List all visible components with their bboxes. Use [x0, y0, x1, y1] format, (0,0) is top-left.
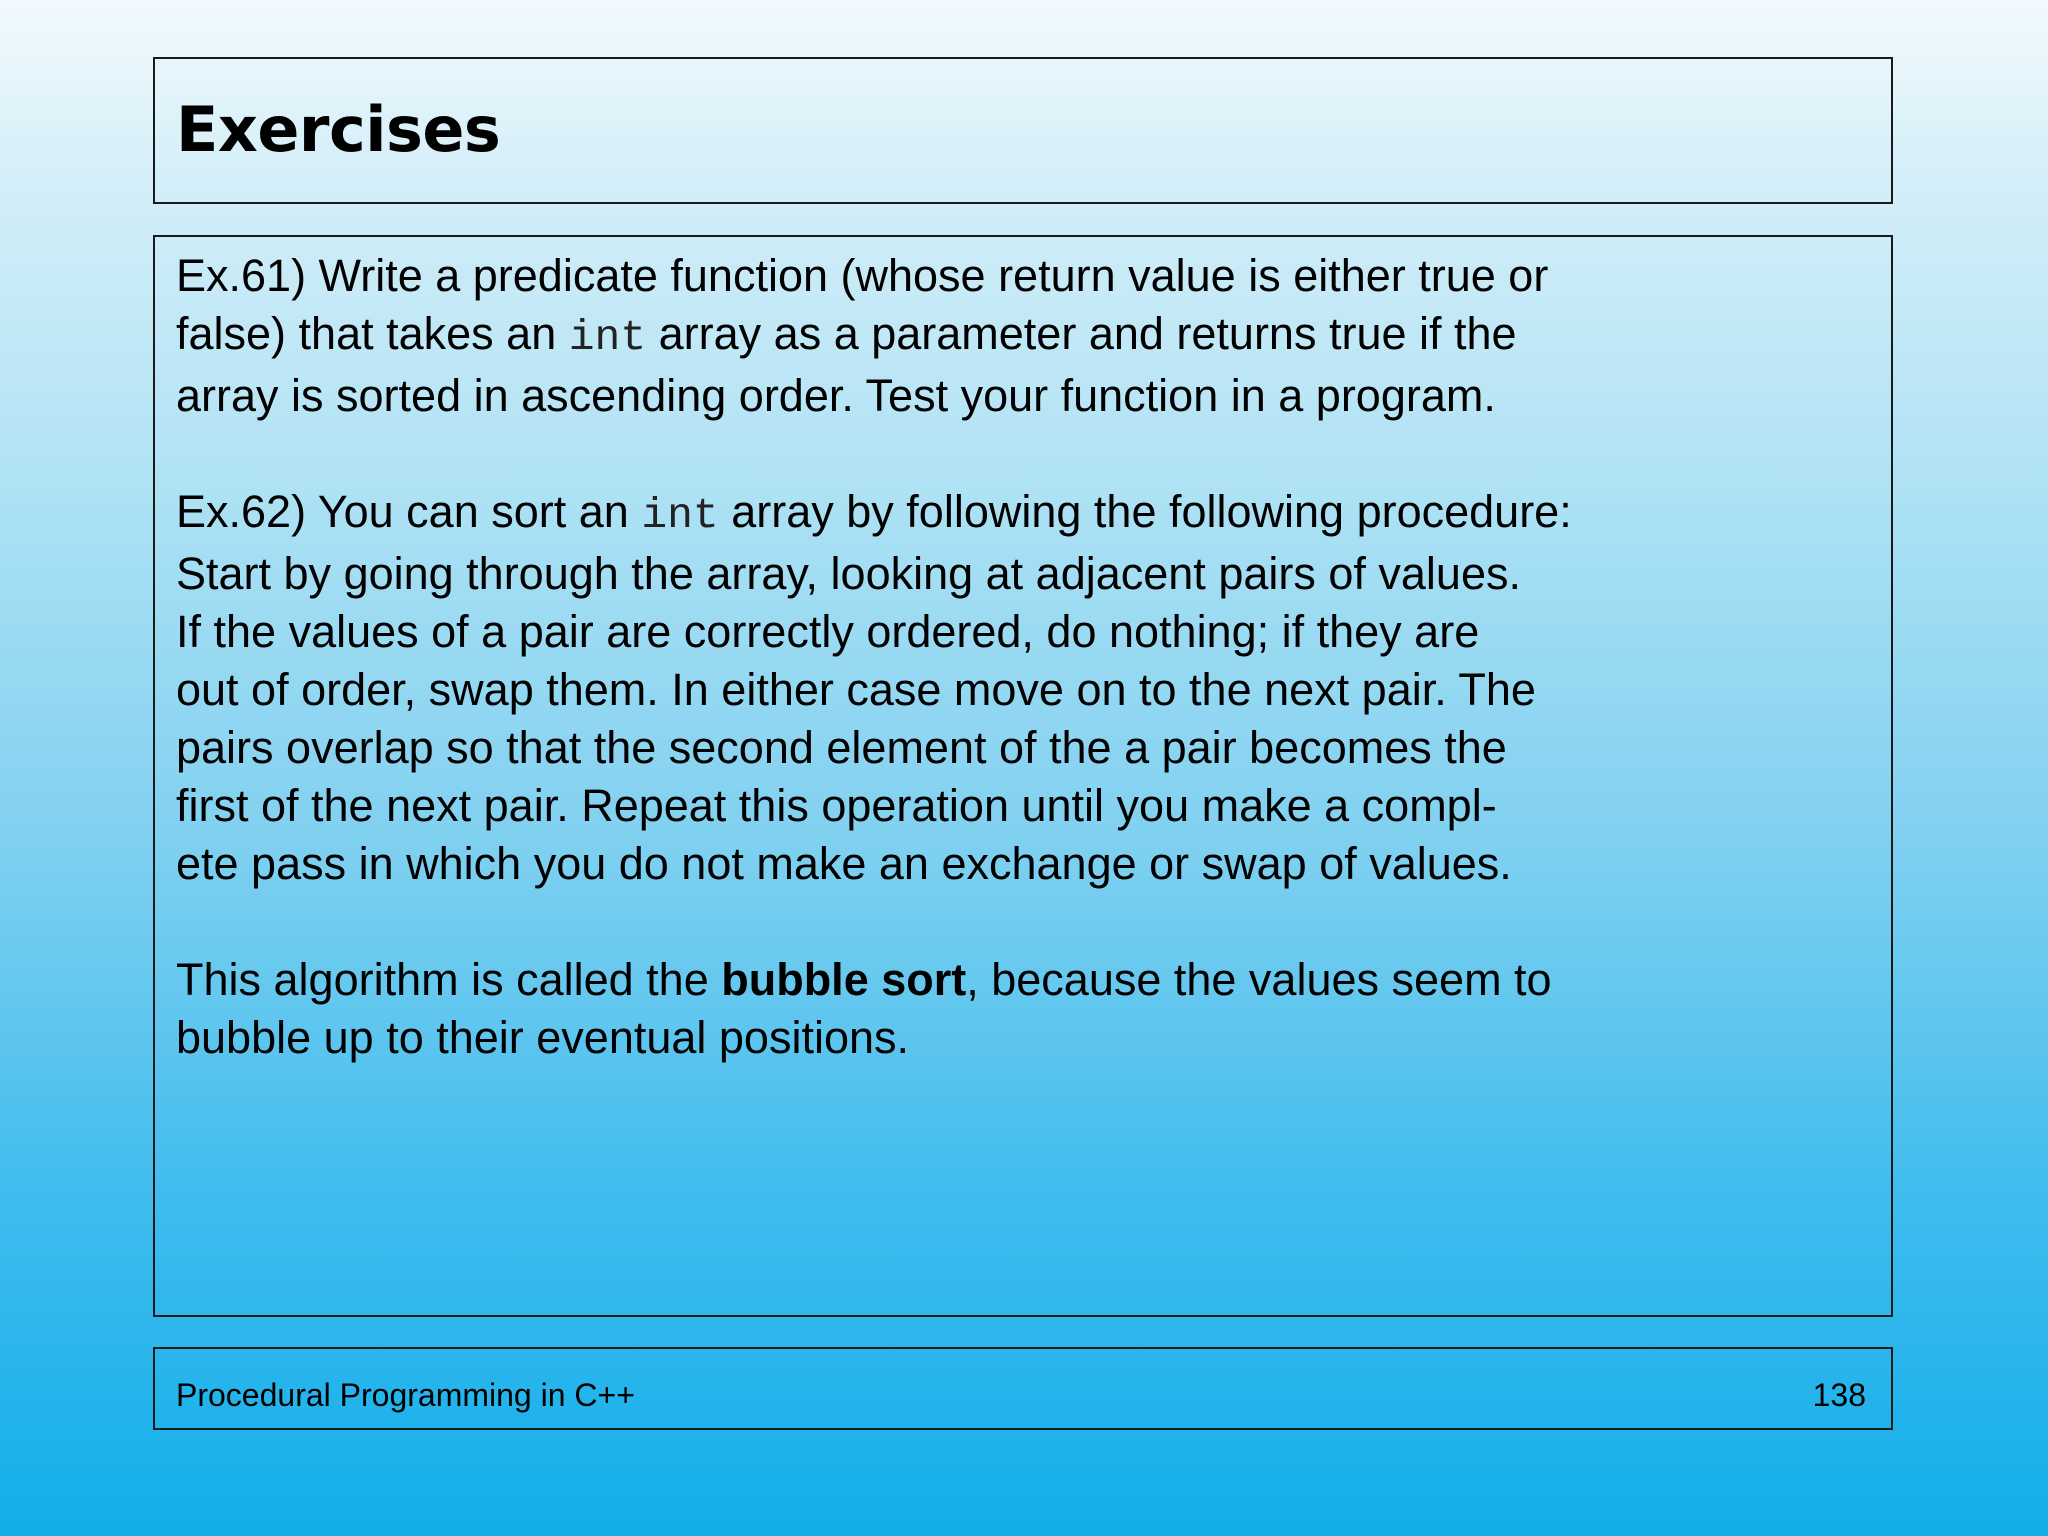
- spacer: [176, 893, 1876, 951]
- ex61-line-3: array is sorted in ascending order. Test your function in a program.: [176, 370, 1496, 421]
- bubble-sort-term: bubble sort: [721, 954, 967, 1005]
- bubble-sort-note: [176, 951, 1876, 1067]
- ex62-line-3: If the values of a pair are correctly ordered, do nothing; if they are: [176, 606, 1480, 657]
- note-line-1: This algorithm is called the bubble sort, because the values seem to: [176, 954, 1552, 1005]
- exercise-62: [176, 483, 1876, 893]
- title-box: [153, 57, 1893, 204]
- footer-course-title: Procedural Programming in C++: [176, 1377, 635, 1413]
- ex62-line-6: first of the next pair. Repeat this operation until you make a compl-: [176, 780, 1497, 831]
- ex61-line-2: false) that takes an int array as a parameter and returns true if the: [176, 308, 1517, 362]
- ex62-line-1: Ex.62) You can sort an int array by following the following procedure:: [176, 486, 1572, 540]
- ex62-line-4: out of order, swap them. In either case move on to the next pair. The: [176, 664, 1536, 715]
- ex62-line-5: pairs overlap so that the second element of the a pair becomes the: [176, 722, 1507, 773]
- code-int: int: [641, 491, 719, 540]
- slide-title: Exercises: [176, 93, 501, 166]
- footer-box: [153, 1347, 1893, 1430]
- ex62-line-2: Start by going through the array, looking at adjacent pairs of values.: [176, 548, 1521, 599]
- code-int: int: [568, 313, 647, 362]
- content-box: [153, 235, 1893, 1317]
- exercise-61: [176, 247, 1876, 425]
- ex61-line-1: Ex.61) Write a predicate function (whose return value is either true or: [176, 250, 1549, 301]
- page-number: 138: [1812, 1377, 1866, 1413]
- ex62-line-7: ete pass in which you do not make an exchange or swap of values.: [176, 838, 1512, 889]
- exercise-text: [176, 247, 1876, 1067]
- spacer: [176, 425, 1876, 483]
- note-line-2: bubble up to their eventual positions.: [176, 1012, 910, 1063]
